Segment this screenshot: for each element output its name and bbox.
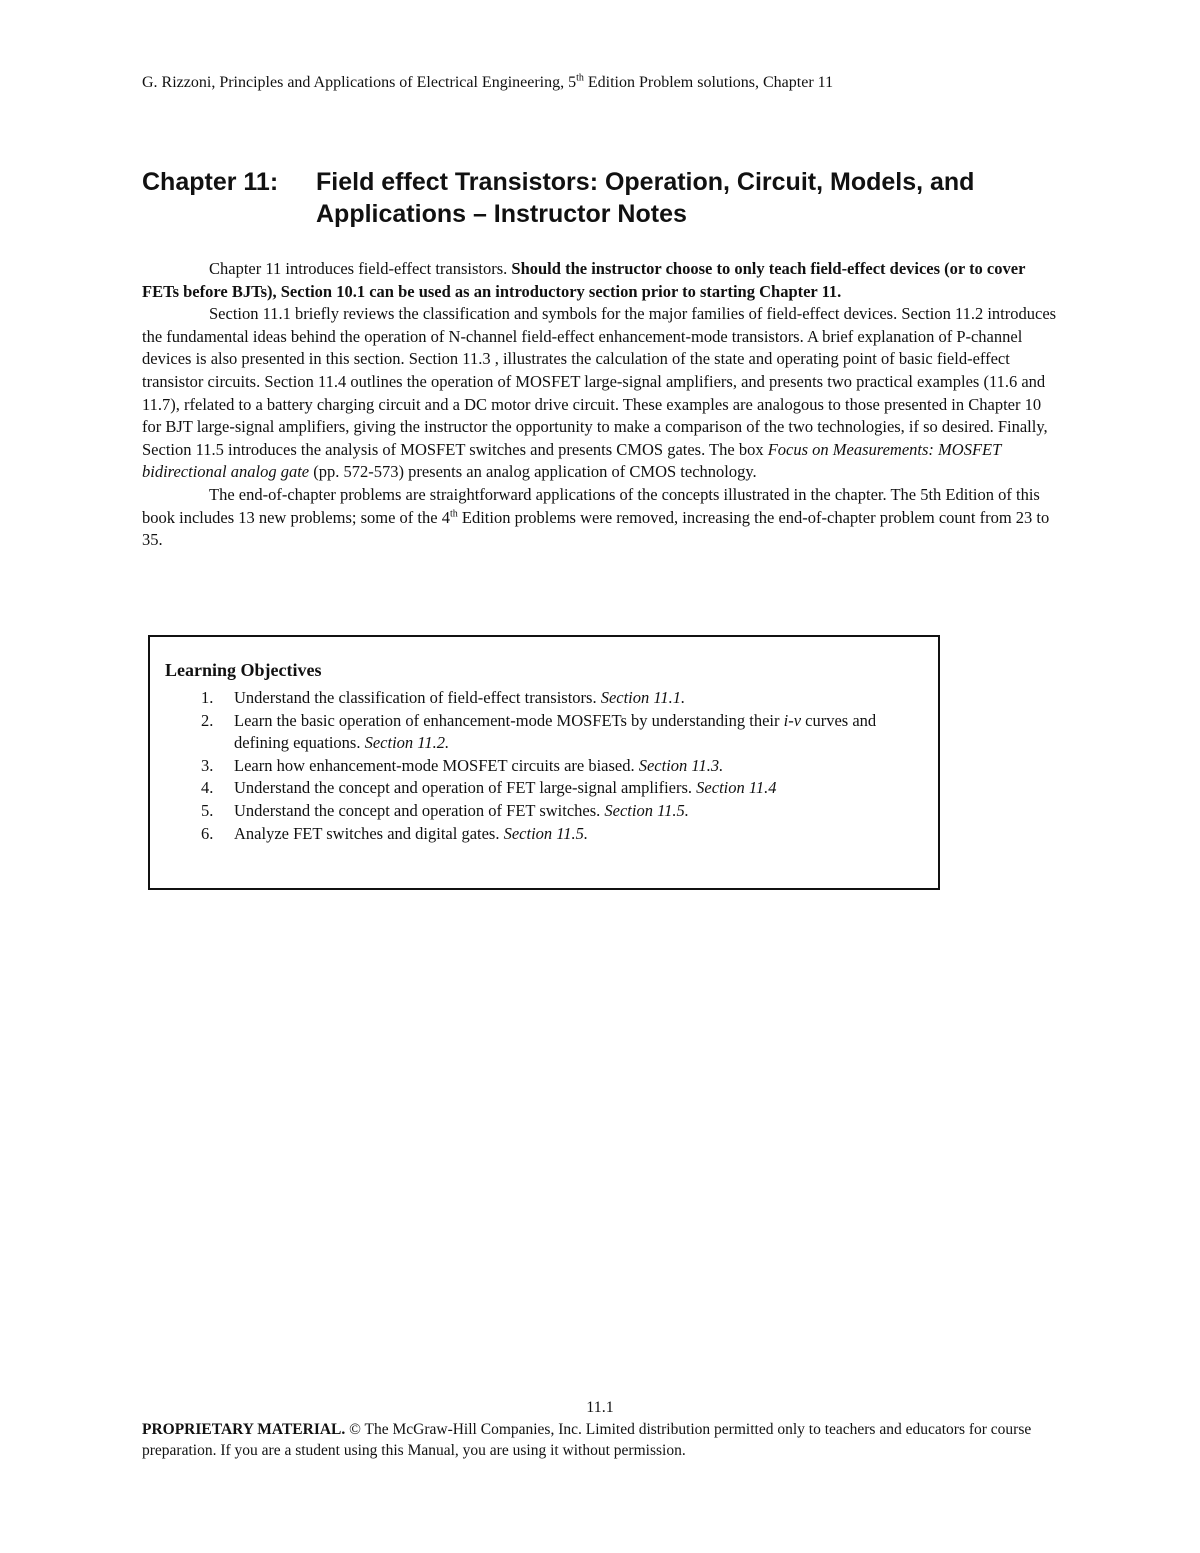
footer-bold-label: PROPRIETARY MATERIAL. — [142, 1421, 346, 1438]
objective-item — [165, 710, 915, 755]
objective-section: Section 11.2. — [364, 733, 450, 753]
learning-objectives-title: Learning Objectives — [165, 660, 322, 680]
objective-description-end: curves and defining equations. — [234, 710, 877, 753]
chapter-title-line1: Field effect Transistors: Operation, Circuit, Models, and — [316, 168, 975, 196]
objective-number: 5. — [201, 800, 214, 820]
header-text-end: Edition Problem solutions, Chapter 11 — [583, 74, 834, 91]
footer-text: © The McGraw-Hill Companies, Inc. Limited distribution permitted only to teachers and educators for course preparation. If you are a student using this Manual, you are using it without permission. — [142, 1421, 1032, 1459]
header-text: G. Rizzoni, Principles and Applications of Electrical Engineering, 5 — [142, 74, 577, 91]
objective-section: Section 11.3. — [638, 755, 724, 775]
objective-text — [234, 755, 915, 778]
intro-bold-text: Should the instructor choose to only teach field-effect devices (or to cover FETs before BJTs), Section 10.1 can be used as an introductory section prior to starting Chapter 11. — [142, 259, 1026, 301]
objective-item — [165, 823, 915, 846]
objective-description: Learn how enhancement-mode MOSFET circuits are biased. — [234, 755, 639, 775]
objective-number: 6. — [201, 823, 214, 843]
objective-text — [234, 710, 915, 755]
objective-item — [165, 777, 915, 800]
objective-number: 4. — [201, 778, 214, 798]
objective-item — [165, 755, 915, 778]
objective-section: Section 11.1. — [600, 688, 686, 707]
focus-box-title: Focus on Measurements: MOSFET bidirectional analog gate — [142, 439, 1001, 482]
objective-number: 1. — [201, 688, 214, 707]
page-number: 11.1 — [586, 1399, 614, 1416]
objective-description: Understand the concept and operation of FET switches. — [234, 800, 605, 820]
objective-text — [234, 800, 915, 823]
running-header — [142, 73, 1072, 93]
header-superscript: th — [576, 72, 584, 84]
objective-number: 3. — [201, 755, 214, 775]
objective-text — [234, 823, 915, 846]
chapter-title-line2: Applications – Instructor Notes — [316, 200, 687, 228]
objective-item — [165, 800, 915, 823]
sections-text: Section 11.1 briefly reviews the classification and symbols for the major families of field-effect devices. Section 11.2 introduces the fundamental ideas behind the operation of N-channel field-effect enhancement-mode transistors. A brief explanation of P-channel devices is also presented in this section. Section 11.3 , illustrates the calculation of the state and operating point of basic field-effect transistor circuits. Section 11.4 outlines the operation of MOSFET large-signal amplifiers, and presents two practical examples (11.6 and 11.7), rfelated to a battery charging circuit and a DC motor drive circuit. These examples are analogous to those presented in Chapter 10 for BJT large-signal amplifiers, giving the instructor the opportunity to make a comparison of the two technologies, if so desired. Finally, Section 11.5 introduces the analysis of MOSFET switches and presents CMOS gates. The box — [142, 304, 1057, 459]
chapter-label: Chapter 11: — [142, 168, 279, 196]
objective-section: Section 11.5. — [503, 823, 589, 843]
objective-description: Analyze FET switches and digital gates. — [234, 823, 504, 843]
proprietary-footer — [142, 1419, 1060, 1461]
objective-text — [234, 687, 915, 710]
problems-text: The end-of-chapter problems are straightforward applications of the concepts illustrated in the chapter. The 5th Edition of this book includes 13 new problems; some of the 4 — [142, 484, 1040, 527]
objective-description: Understand the concept and operation of FET large-signal amplifiers. — [234, 778, 697, 798]
objective-text — [234, 777, 915, 800]
intro-text: Chapter 11 introduces field-effect transistors. — [209, 259, 512, 278]
chapter-title — [142, 166, 1072, 230]
objective-section: Section 11.5. — [604, 800, 689, 820]
instructor-notes — [142, 258, 1060, 552]
problems-text-end: Edition problems were removed, increasing the end-of-chapter problem count from 23 to 35. — [142, 507, 1050, 550]
intro-paragraph — [142, 258, 1060, 303]
objective-italic-term: i-v — [783, 710, 802, 730]
learning-objectives-box — [148, 635, 940, 890]
objective-number: 2. — [201, 710, 214, 730]
objective-item — [165, 687, 915, 710]
sections-text-end: (pp. 572-573) presents an analog application of CMOS technology. — [309, 462, 757, 482]
objective-description: Learn the basic operation of enhancement-mode MOSFETs by understanding their — [234, 710, 784, 730]
objective-description: Understand the classification of field-effect transistors. — [234, 688, 601, 707]
problems-superscript: th — [449, 508, 458, 520]
objective-section: Section 11.4 — [696, 778, 777, 798]
problems-paragraph — [142, 484, 1060, 552]
sections-paragraph — [142, 303, 1060, 484]
learning-objectives-list — [165, 687, 915, 845]
